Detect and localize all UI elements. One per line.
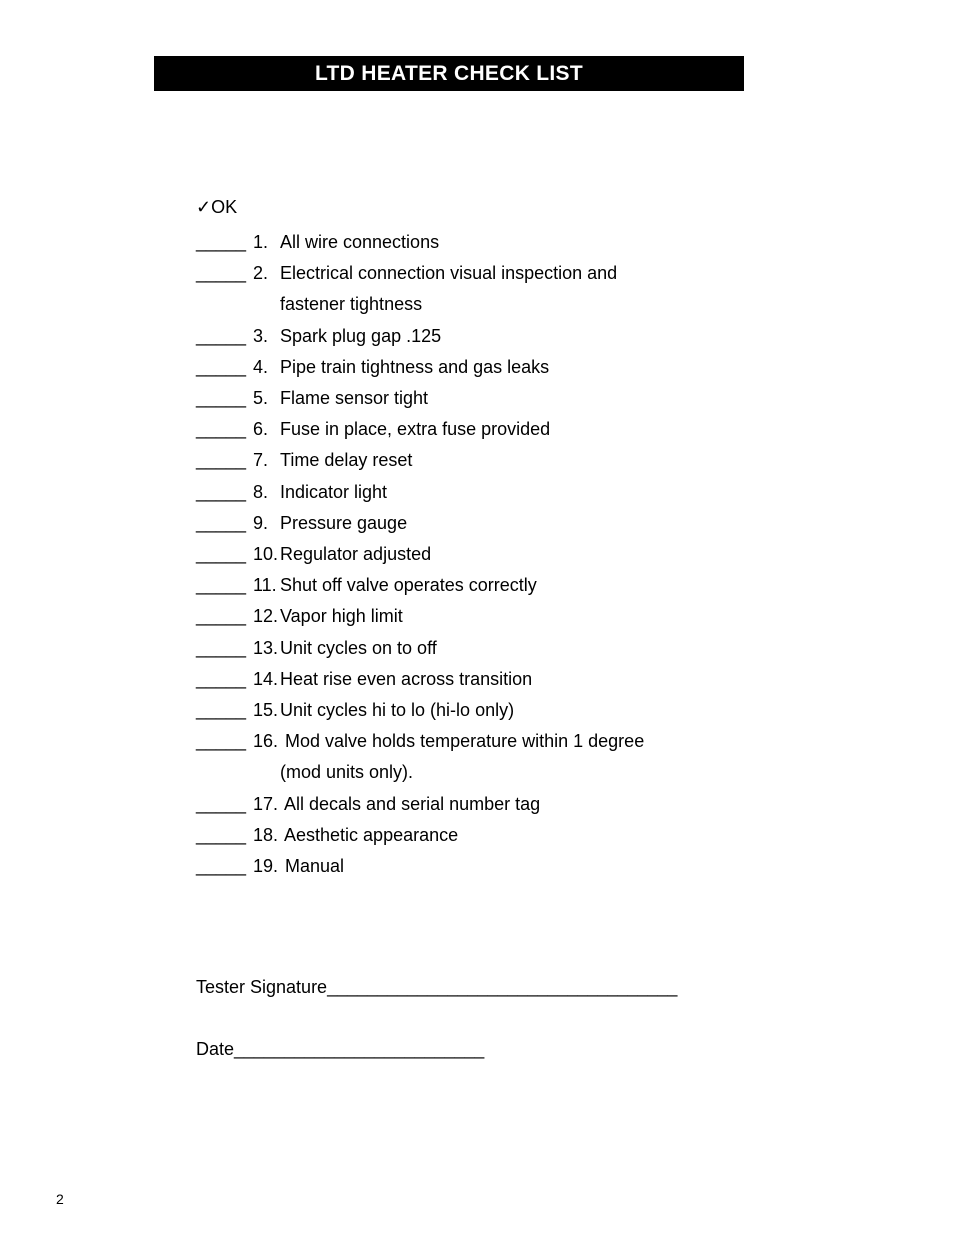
checklist-item xyxy=(196,664,644,695)
item-number: 9. xyxy=(253,512,269,533)
checklist-item xyxy=(196,633,644,664)
checklist-item xyxy=(196,508,644,539)
checklist-item xyxy=(196,726,644,757)
check-blank[interactable]: _____ xyxy=(196,824,247,845)
item-number: 1. xyxy=(253,232,269,252)
checklist-item xyxy=(196,851,644,882)
item-number: 14. xyxy=(253,668,279,689)
checklist-item xyxy=(196,570,644,601)
check-blank[interactable]: _____ xyxy=(196,793,247,814)
item-text: Vapor high limit xyxy=(280,606,403,627)
item-number: 15. xyxy=(253,700,279,721)
item-text: Electrical connection visual inspection and xyxy=(280,263,618,284)
checklist-item xyxy=(196,321,644,352)
checklist-item xyxy=(196,820,644,851)
checklist-item xyxy=(196,695,644,726)
check-blank[interactable]: _____ xyxy=(196,419,247,440)
check-blank[interactable]: _____ xyxy=(196,731,247,752)
checklist-item xyxy=(196,601,644,632)
check-blank[interactable]: _____ xyxy=(196,263,247,284)
check-blank[interactable]: _____ xyxy=(196,856,247,877)
checklist-item xyxy=(196,789,644,820)
check-blank[interactable]: _____ xyxy=(196,606,247,627)
check-blank[interactable]: _____ xyxy=(196,388,247,409)
check-blank[interactable]: _____ xyxy=(196,544,247,565)
item-number: 13. xyxy=(253,637,279,658)
item-number: 16. xyxy=(253,731,279,752)
item-text: Time delay reset xyxy=(280,450,413,471)
page-number: 2 xyxy=(56,1191,64,1207)
item-number: 2. xyxy=(253,263,269,284)
item-number: 3. xyxy=(253,325,269,346)
checklist-item xyxy=(196,258,644,289)
item-text: Shut off valve operates correctly xyxy=(280,575,537,596)
item-text-continuation: fastener tightness xyxy=(280,294,423,315)
item-number: 12. xyxy=(253,606,279,627)
check-blank[interactable]: _____ xyxy=(196,668,247,689)
item-text: Pipe train tightness and gas leaks xyxy=(280,356,550,377)
item-number: 6. xyxy=(253,419,269,440)
item-text: All decals and serial number tag xyxy=(280,793,541,814)
item-text: Unit cycles on to off xyxy=(280,637,437,658)
check-blank[interactable]: _____ xyxy=(196,637,247,658)
check-blank[interactable]: _____ xyxy=(196,450,247,471)
check-blank[interactable]: _____ xyxy=(196,325,247,346)
item-text: Heat rise even across transition xyxy=(280,668,533,689)
item-text-continuation: (mod units only). xyxy=(280,762,414,783)
item-text: All wire connections xyxy=(280,232,440,252)
check-blank[interactable]: _____ xyxy=(196,232,247,252)
checklist-item xyxy=(196,352,644,383)
check-blank[interactable]: _____ xyxy=(196,356,247,377)
item-text: Mod valve holds temperature within 1 degree xyxy=(280,731,645,752)
item-text: Flame sensor tight xyxy=(280,388,429,409)
check-blank[interactable]: _____ xyxy=(196,575,247,596)
check-blank[interactable]: _____ xyxy=(196,481,247,502)
item-text: Pressure gauge xyxy=(280,512,408,533)
checklist-item xyxy=(196,539,644,570)
checklist-item xyxy=(196,414,644,445)
item-text: Unit cycles hi to lo (hi-lo only) xyxy=(280,700,515,721)
tester-signature-line[interactable]: Tester Signature___________________________________ xyxy=(196,977,678,997)
page-title: LTD HEATER CHECK LIST xyxy=(154,56,744,91)
item-number: 5. xyxy=(253,388,269,409)
check-blank[interactable]: _____ xyxy=(196,700,247,721)
checklist-item xyxy=(196,227,644,258)
item-number: 19. xyxy=(253,856,279,877)
item-number: 4. xyxy=(253,356,269,377)
item-text: Fuse in place, extra fuse provided xyxy=(280,419,551,440)
date-line[interactable]: Date_________________________ xyxy=(196,1039,485,1059)
item-number: 17. xyxy=(253,793,279,814)
item-text: Aesthetic appearance xyxy=(280,824,459,845)
item-number: 18. xyxy=(253,824,279,845)
item-number: 7. xyxy=(253,450,269,471)
checklist-item xyxy=(196,445,644,476)
check-blank[interactable]: _____ xyxy=(196,512,247,533)
item-text: Regulator adjusted xyxy=(280,544,432,565)
item-text: Manual xyxy=(280,856,345,877)
item-number: 8. xyxy=(253,481,269,502)
item-number: 10. xyxy=(253,544,279,565)
ok-column-header: ✓OK xyxy=(196,197,238,217)
item-number: 11. xyxy=(253,575,277,596)
checklist xyxy=(196,227,644,882)
checklist-item xyxy=(196,477,644,508)
item-text: Spark plug gap .125 xyxy=(280,325,442,346)
checklist-item xyxy=(196,383,644,414)
item-text: Indicator light xyxy=(280,481,388,502)
